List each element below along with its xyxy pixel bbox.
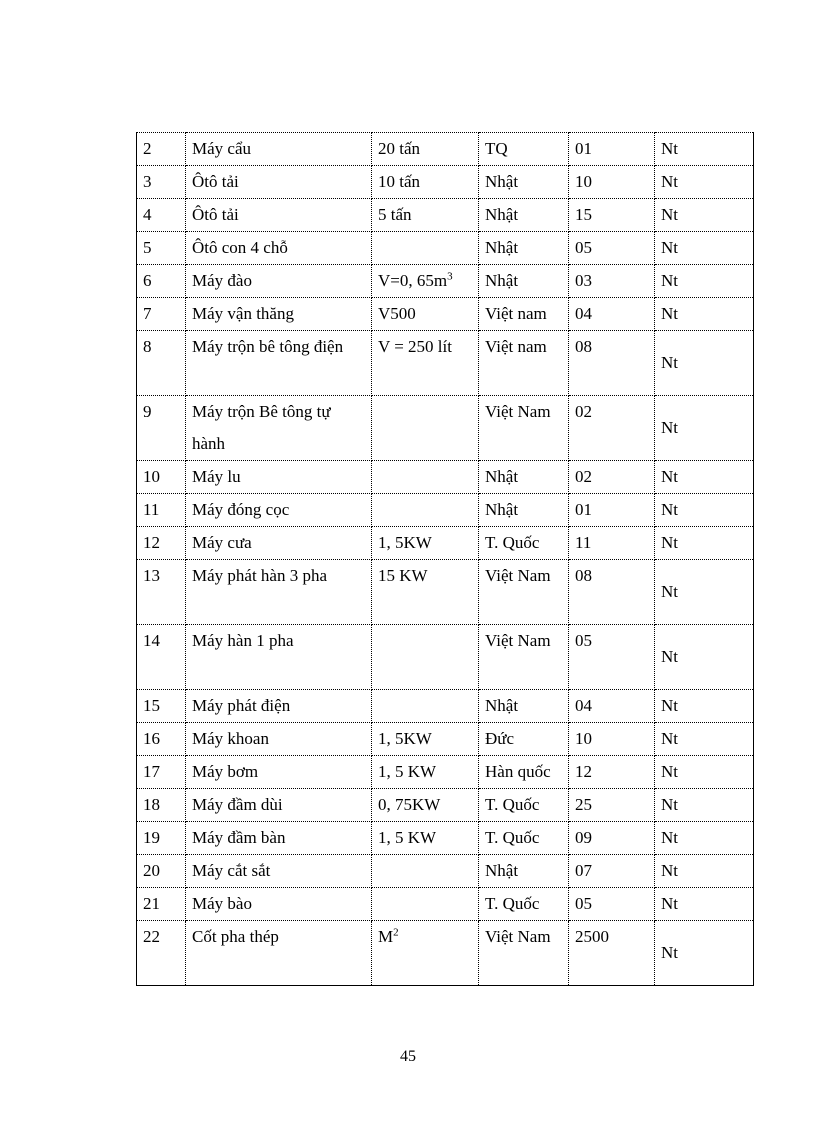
cell-qty-text: 11 <box>575 533 592 552</box>
cell-spec-text: 15 KW <box>378 566 428 585</box>
cell-qty <box>569 723 655 756</box>
cell-origin <box>479 723 569 756</box>
cell-note-text: Nt <box>661 353 678 372</box>
cell-spec <box>372 855 479 888</box>
cell-stt <box>137 331 186 396</box>
cell-qty <box>569 789 655 822</box>
cell-spec-text: M <box>378 927 394 946</box>
cell-origin-text: Đức <box>485 729 515 748</box>
cell-origin-text: Nhật <box>485 172 519 191</box>
cell-origin <box>479 560 569 625</box>
cell-spec-text: V500 <box>378 304 416 323</box>
cell-name-text: Máy đào <box>192 271 252 290</box>
cell-spec <box>372 625 479 690</box>
cell-origin <box>479 527 569 560</box>
cell-origin-text: T. Quốc <box>485 533 540 552</box>
cell-note-text: Nt <box>661 238 678 257</box>
cell-stt <box>137 199 186 232</box>
cell-note <box>655 396 754 461</box>
cell-stt-text: 19 <box>143 828 160 847</box>
cell-qty <box>569 494 655 527</box>
table-row <box>137 396 754 461</box>
table-row <box>137 723 754 756</box>
cell-origin-text: T. Quốc <box>485 828 540 847</box>
cell-spec-text: 10 tấn <box>378 172 421 191</box>
cell-note-text: Nt <box>661 205 678 224</box>
cell-name-text: Máy đầm bàn <box>192 828 286 847</box>
cell-stt-text: 9 <box>143 402 152 421</box>
cell-spec-text: 20 tấn <box>378 139 421 158</box>
cell-note <box>655 527 754 560</box>
cell-origin-text: Nhật <box>485 271 519 290</box>
cell-qty <box>569 166 655 199</box>
cell-name <box>186 756 372 789</box>
cell-spec-text: V=0, 65m <box>378 271 448 290</box>
cell-note-text: Nt <box>661 304 678 323</box>
cell-note-text: Nt <box>661 500 678 519</box>
cell-qty-text: 08 <box>575 337 592 356</box>
unit-exponent: 2 <box>393 926 399 939</box>
cell-spec <box>372 461 479 494</box>
cell-name-text: Máy vận thăng <box>192 304 294 323</box>
cell-spec-text: 1, 5 KW <box>378 828 437 847</box>
cell-origin-text: Việt nam <box>485 304 547 323</box>
cell-name <box>186 527 372 560</box>
cell-note <box>655 625 754 690</box>
cell-note-text: Nt <box>661 861 678 880</box>
table-row <box>137 855 754 888</box>
cell-qty-text: 08 <box>575 566 592 585</box>
cell-stt <box>137 133 186 166</box>
cell-name-text: Cốt pha thép <box>192 927 279 946</box>
cell-stt-text: 15 <box>143 696 160 715</box>
cell-spec <box>372 494 479 527</box>
cell-name-text: Máy khoan <box>192 729 269 748</box>
cell-qty <box>569 855 655 888</box>
cell-origin <box>479 265 569 298</box>
cell-origin <box>479 298 569 331</box>
cell-stt-text: 14 <box>143 631 160 650</box>
cell-origin <box>479 789 569 822</box>
cell-spec <box>372 232 479 265</box>
cell-note <box>655 888 754 921</box>
cell-origin <box>479 199 569 232</box>
table-row <box>137 199 754 232</box>
cell-note-text: Nt <box>661 418 678 437</box>
cell-name-text: Máy cắt sắt <box>192 861 271 880</box>
table-row <box>137 298 754 331</box>
cell-origin <box>479 921 569 986</box>
cell-note <box>655 560 754 625</box>
cell-qty <box>569 232 655 265</box>
cell-qty-text: 02 <box>575 402 592 421</box>
cell-qty-text: 15 <box>575 205 592 224</box>
table-row <box>137 560 754 625</box>
table-row <box>137 331 754 396</box>
cell-note <box>655 789 754 822</box>
cell-origin <box>479 494 569 527</box>
cell-qty <box>569 265 655 298</box>
cell-qty-text: 09 <box>575 828 592 847</box>
table-row <box>137 232 754 265</box>
cell-origin <box>479 690 569 723</box>
cell-origin-text: Việt Nam <box>485 566 551 585</box>
cell-note-text: Nt <box>661 729 678 748</box>
cell-stt <box>137 494 186 527</box>
cell-qty <box>569 756 655 789</box>
cell-spec <box>372 756 479 789</box>
cell-origin <box>479 133 569 166</box>
cell-qty <box>569 690 655 723</box>
cell-origin-text: Nhật <box>485 205 519 224</box>
cell-name-text: Máy đóng cọc <box>192 500 290 519</box>
cell-note <box>655 298 754 331</box>
table-row <box>137 690 754 723</box>
cell-name <box>186 723 372 756</box>
table-row <box>137 888 754 921</box>
cell-stt-text: 5 <box>143 238 152 257</box>
cell-stt-text: 21 <box>143 894 160 913</box>
table-row <box>137 822 754 855</box>
cell-note-text: Nt <box>661 582 678 601</box>
cell-note-text: Nt <box>661 271 678 290</box>
cell-name <box>186 822 372 855</box>
cell-stt-text: 16 <box>143 729 160 748</box>
cell-name <box>186 166 372 199</box>
cell-note <box>655 822 754 855</box>
cell-spec <box>372 133 479 166</box>
cell-qty-text: 04 <box>575 304 592 323</box>
cell-note <box>655 166 754 199</box>
cell-spec <box>372 199 479 232</box>
cell-name-text: Ôtô tải <box>192 205 239 224</box>
cell-qty-text: 04 <box>575 696 592 715</box>
cell-spec <box>372 822 479 855</box>
cell-name <box>186 921 372 986</box>
cell-note <box>655 199 754 232</box>
cell-stt <box>137 625 186 690</box>
cell-stt <box>137 723 186 756</box>
cell-note <box>655 232 754 265</box>
cell-stt-text: 3 <box>143 172 152 191</box>
cell-spec <box>372 298 479 331</box>
cell-name <box>186 494 372 527</box>
cell-qty-text: 12 <box>575 762 592 781</box>
cell-qty-text: 25 <box>575 795 592 814</box>
cell-qty <box>569 921 655 986</box>
cell-stt <box>137 461 186 494</box>
cell-origin-text: Việt Nam <box>485 631 551 650</box>
cell-name-text: Máy bào <box>192 894 252 913</box>
cell-spec <box>372 888 479 921</box>
cell-stt-text: 6 <box>143 271 152 290</box>
cell-stt-text: 12 <box>143 533 160 552</box>
cell-name <box>186 232 372 265</box>
cell-spec-text: V = 250 lít <box>378 337 452 356</box>
cell-stt <box>137 560 186 625</box>
cell-name <box>186 133 372 166</box>
table-row <box>137 527 754 560</box>
page-number: 45 <box>400 1048 416 1065</box>
cell-stt <box>137 888 186 921</box>
cell-spec <box>372 690 479 723</box>
cell-spec <box>372 265 479 298</box>
cell-origin <box>479 331 569 396</box>
cell-spec-text: 1, 5KW <box>378 533 432 552</box>
cell-qty-text: 03 <box>575 271 592 290</box>
cell-qty-text: 01 <box>575 500 592 519</box>
cell-spec-text: 5 tấn <box>378 205 412 224</box>
cell-qty-text: 05 <box>575 238 592 257</box>
cell-stt-text: 10 <box>143 467 160 486</box>
cell-note-text: Nt <box>661 467 678 486</box>
cell-name <box>186 298 372 331</box>
cell-origin-text: Nhật <box>485 861 519 880</box>
cell-origin <box>479 625 569 690</box>
cell-stt-text: 13 <box>143 566 160 585</box>
cell-name <box>186 396 372 461</box>
table-row <box>137 461 754 494</box>
cell-qty-text: 07 <box>575 861 592 880</box>
cell-name-text: Ôtô tải <box>192 172 239 191</box>
cell-note <box>655 855 754 888</box>
cell-name-text: Máy hàn 1 pha <box>192 631 294 650</box>
cell-qty <box>569 560 655 625</box>
cell-qty-text: 2500 <box>575 927 609 946</box>
cell-stt <box>137 756 186 789</box>
cell-name <box>186 199 372 232</box>
cell-name <box>186 625 372 690</box>
cell-note <box>655 723 754 756</box>
table-row <box>137 494 754 527</box>
cell-stt <box>137 921 186 986</box>
table-row <box>137 133 754 166</box>
cell-stt <box>137 232 186 265</box>
cell-stt <box>137 527 186 560</box>
cell-stt <box>137 265 186 298</box>
table-row <box>137 756 754 789</box>
cell-origin-text: Nhật <box>485 467 519 486</box>
cell-name-text: Máy cưa <box>192 533 252 552</box>
cell-name-text: Máy phát hàn 3 pha <box>192 566 328 585</box>
cell-stt-text: 11 <box>143 500 160 519</box>
table-row <box>137 265 754 298</box>
cell-spec <box>372 921 479 986</box>
cell-note-text: Nt <box>661 762 678 781</box>
cell-note <box>655 265 754 298</box>
cell-stt <box>137 822 186 855</box>
cell-spec <box>372 166 479 199</box>
cell-qty-text: 10 <box>575 729 592 748</box>
cell-stt <box>137 166 186 199</box>
cell-name-text: Máy cẩu <box>192 139 252 158</box>
cell-stt-text: 8 <box>143 337 152 356</box>
unit-exponent: 3 <box>447 270 453 283</box>
cell-name-text: Máy đầm dùi <box>192 795 283 814</box>
cell-note-text: Nt <box>661 172 678 191</box>
cell-origin <box>479 461 569 494</box>
cell-note-text: Nt <box>661 696 678 715</box>
cell-note-text: Nt <box>661 894 678 913</box>
cell-qty <box>569 625 655 690</box>
cell-origin <box>479 888 569 921</box>
cell-spec <box>372 789 479 822</box>
table-row <box>137 625 754 690</box>
cell-note <box>655 133 754 166</box>
cell-origin <box>479 396 569 461</box>
cell-qty <box>569 888 655 921</box>
cell-stt <box>137 690 186 723</box>
cell-qty-text: 05 <box>575 631 592 650</box>
cell-origin-text: Nhật <box>485 500 519 519</box>
cell-qty-text: 10 <box>575 172 592 191</box>
cell-qty <box>569 396 655 461</box>
cell-stt-text: 18 <box>143 795 160 814</box>
cell-name-text: Ôtô con 4 chỗ <box>192 238 288 257</box>
cell-name <box>186 789 372 822</box>
cell-stt-text: 20 <box>143 861 160 880</box>
cell-note-text: Nt <box>661 533 678 552</box>
cell-origin-text: Việt nam <box>485 337 547 356</box>
cell-note-text: Nt <box>661 795 678 814</box>
cell-origin-text: TQ <box>485 139 508 158</box>
cell-stt <box>137 396 186 461</box>
cell-name-text: Máy trộn bê tông điện <box>192 337 344 356</box>
cell-spec-text: 0, 75KW <box>378 795 441 814</box>
cell-name-text: Máy phát điện <box>192 696 291 715</box>
cell-note <box>655 756 754 789</box>
cell-name-text: Máy lu <box>192 467 241 486</box>
cell-note-text: Nt <box>661 647 678 666</box>
cell-qty <box>569 199 655 232</box>
cell-qty <box>569 331 655 396</box>
cell-name-text: Máy bơm <box>192 762 259 781</box>
cell-stt <box>137 789 186 822</box>
cell-qty <box>569 298 655 331</box>
cell-qty <box>569 822 655 855</box>
cell-note <box>655 921 754 986</box>
cell-name <box>186 560 372 625</box>
cell-note <box>655 690 754 723</box>
cell-origin <box>479 756 569 789</box>
cell-note <box>655 494 754 527</box>
cell-origin-text: Việt Nam <box>485 927 551 946</box>
equipment-table-body <box>137 133 754 986</box>
cell-spec <box>372 527 479 560</box>
cell-name <box>186 888 372 921</box>
cell-origin-text: Việt Nam <box>485 402 551 421</box>
cell-stt-text: 22 <box>143 927 160 946</box>
cell-spec <box>372 723 479 756</box>
cell-qty <box>569 461 655 494</box>
cell-spec <box>372 560 479 625</box>
cell-note-text: Nt <box>661 139 678 158</box>
cell-origin <box>479 232 569 265</box>
cell-name <box>186 265 372 298</box>
cell-qty <box>569 527 655 560</box>
cell-spec-text: 1, 5 KW <box>378 762 437 781</box>
cell-qty-text: 01 <box>575 139 592 158</box>
cell-origin-text: Nhật <box>485 696 519 715</box>
cell-spec <box>372 331 479 396</box>
table-row <box>137 166 754 199</box>
cell-name-text: Máy trộn Bê tông tự hành <box>192 402 331 453</box>
cell-stt-text: 17 <box>143 762 160 781</box>
table-row <box>137 789 754 822</box>
equipment-table <box>136 132 754 986</box>
cell-stt-text: 4 <box>143 205 152 224</box>
cell-qty-text: 02 <box>575 467 592 486</box>
cell-stt <box>137 298 186 331</box>
cell-name <box>186 461 372 494</box>
cell-note <box>655 461 754 494</box>
cell-origin <box>479 855 569 888</box>
cell-spec <box>372 396 479 461</box>
cell-origin-text: T. Quốc <box>485 795 540 814</box>
cell-note <box>655 331 754 396</box>
cell-name <box>186 331 372 396</box>
cell-name <box>186 855 372 888</box>
cell-qty <box>569 133 655 166</box>
cell-origin-text: T. Quốc <box>485 894 540 913</box>
cell-origin <box>479 166 569 199</box>
cell-note-text: Nt <box>661 828 678 847</box>
cell-stt <box>137 855 186 888</box>
cell-origin-text: Hàn quốc <box>485 762 551 781</box>
cell-name <box>186 690 372 723</box>
cell-qty-text: 05 <box>575 894 592 913</box>
cell-origin <box>479 822 569 855</box>
cell-spec-text: 1, 5KW <box>378 729 432 748</box>
cell-note-text: Nt <box>661 943 678 962</box>
cell-origin-text: Nhật <box>485 238 519 257</box>
cell-stt-text: 2 <box>143 139 152 158</box>
table-row <box>137 921 754 986</box>
cell-stt-text: 7 <box>143 304 152 323</box>
